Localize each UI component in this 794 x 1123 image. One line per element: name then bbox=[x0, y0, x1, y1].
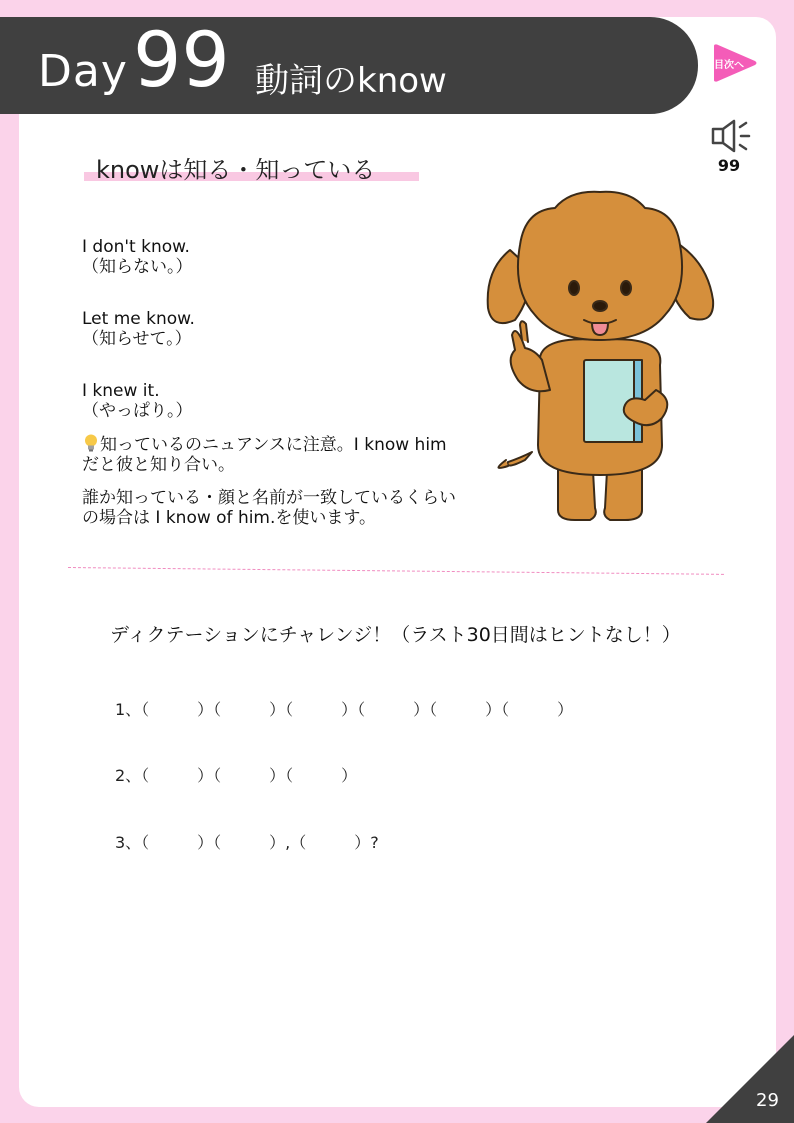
phrase-1-english: I don't know. bbox=[82, 237, 190, 257]
phrase-2-japanese: （知らせて。） bbox=[82, 329, 192, 349]
toc-button-label[interactable]: 目次へ bbox=[714, 60, 744, 71]
usage-note-2: 誰か知っている・顔と名前が一致しているくらいの場合は I know of him.を使います。 bbox=[82, 488, 456, 528]
phrase-3-english: I knew it. bbox=[82, 381, 160, 401]
phrase-1 bbox=[82, 237, 193, 277]
audio-track-number: 99 bbox=[717, 156, 741, 175]
speaker-icon[interactable] bbox=[710, 118, 754, 154]
dictation-heading: ディクテーションにチャレンジ！（ラスト30日間はヒントなし！） bbox=[110, 624, 681, 646]
dictation-line-3[interactable]: 3、（ ）（ ）,（ ）? bbox=[115, 833, 379, 852]
lightbulb-icon bbox=[82, 433, 100, 453]
phrase-2-english: Let me know. bbox=[82, 309, 195, 329]
page-title: 動詞のknow bbox=[255, 61, 447, 101]
page-corner-tab bbox=[706, 1035, 794, 1123]
dictation-line-2[interactable]: 2、（ ）（ ）（ ） bbox=[115, 766, 358, 785]
section-subtitle: knowは知る・知っている bbox=[96, 156, 376, 184]
phrase-3 bbox=[82, 381, 193, 421]
day-number: 99 bbox=[133, 15, 230, 104]
usage-note-1 bbox=[82, 433, 462, 475]
day-label: Day bbox=[38, 46, 128, 97]
page-number: 29 bbox=[756, 1090, 779, 1111]
phrase-3-japanese: （やっぱり。） bbox=[82, 401, 193, 421]
dog-mascot-illustration bbox=[480, 190, 720, 530]
phrase-2 bbox=[82, 309, 195, 349]
dictation-line-1[interactable]: 1、（ ）（ ）（ ）（ ）（ ）（ ） bbox=[115, 700, 574, 719]
usage-note-1-text: 知っているのニュアンスに注意。I know himだと彼と知り合い。 bbox=[82, 435, 447, 475]
phrase-1-japanese: （知らない。） bbox=[82, 257, 193, 277]
